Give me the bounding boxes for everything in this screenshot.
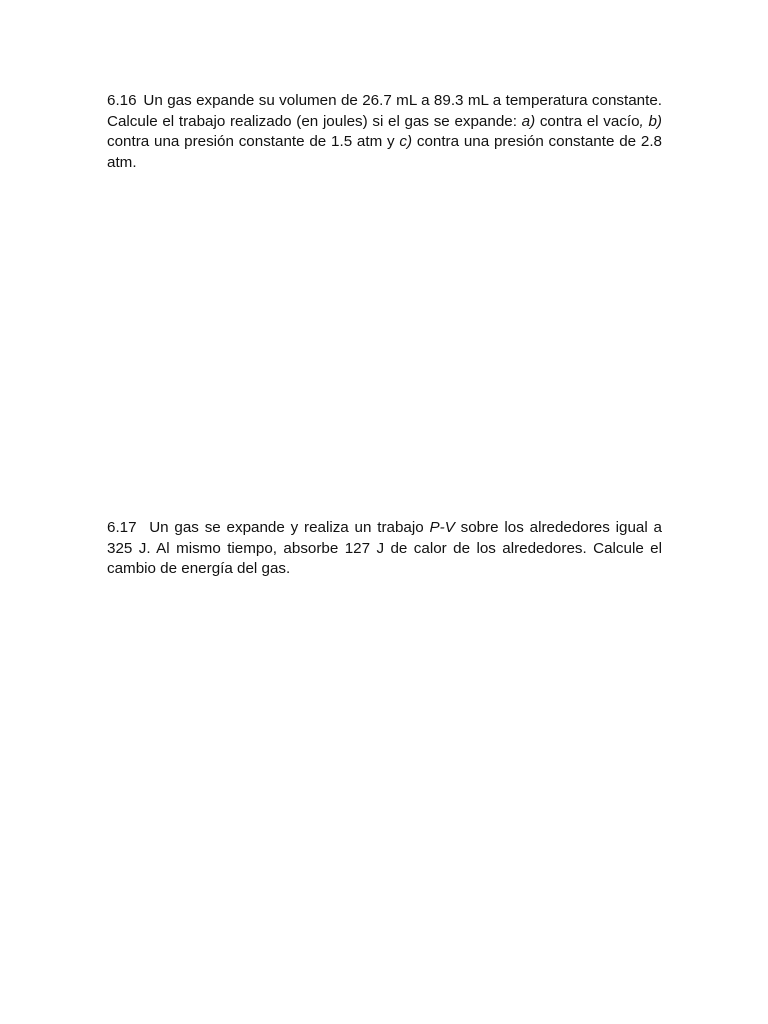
problem-number: 6.16: [107, 92, 137, 109]
problem-text: Un gas se expande y realiza un trabajo: [143, 519, 430, 536]
part-a-label: a): [521, 112, 536, 130]
part-c-label: c): [399, 133, 413, 150]
part-b-label: b): [643, 112, 662, 130]
problem-text: sobre los alrededores igual a 325 J. Al mismo tiempo, absorbe 127 J de calor de los alrededores. Calcule el cambio de energía del gas.: [107, 519, 662, 577]
problem-6-17: [107, 518, 662, 580]
problem-text: Un gas expande su volumen de 26.7 mL a 89.3 mL a temperatura constante. Calcule el trabajo realizado (en joules) si el gas se expande:: [107, 92, 662, 130]
problem-text: contra el vacío: [535, 112, 640, 130]
problem-text: contra una presión constante de 1.5 atm y: [107, 133, 400, 150]
problem-number: 6.17: [107, 519, 137, 536]
separator: ,: [639, 112, 644, 130]
problem-text: contra una presión constante de 2.8 atm.: [107, 133, 662, 171]
pv-label: P-V: [429, 519, 455, 536]
problem-6-16: [107, 91, 662, 173]
